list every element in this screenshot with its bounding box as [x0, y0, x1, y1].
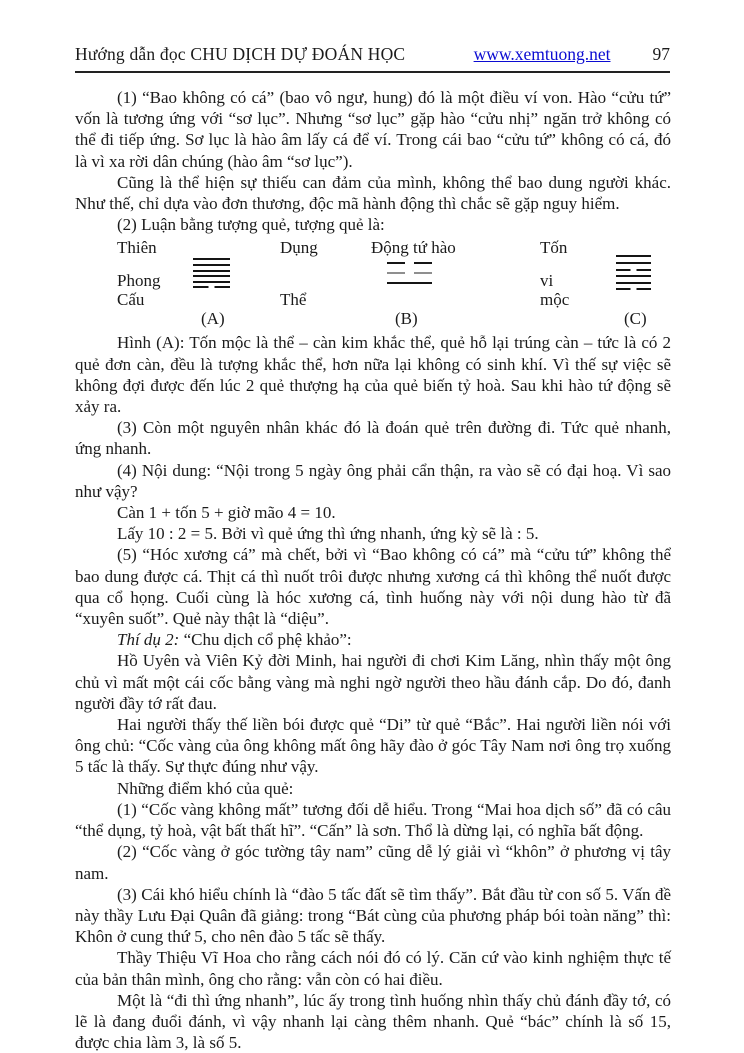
book-title: Hướng dẫn đọc CHU DỊCH DỰ ĐOÁN HỌC — [75, 44, 406, 64]
caption-a: (A) — [201, 309, 225, 329]
website-link[interactable]: www.xemtuong.net — [473, 44, 611, 64]
label-dung: Dụng — [280, 238, 318, 258]
paragraph-3: (2) Luận bằng tượng quẻ, tượng quẻ là: — [117, 215, 385, 235]
label-the: Thể — [280, 290, 307, 310]
example2-title: “Chu dịch cổ phệ khảo”: — [179, 630, 352, 650]
page-number: 97 — [652, 44, 670, 64]
paragraph-6: (5) “Hóc xương cá” mà chết, bởi vì “Bao không có cá” mà “cửu tứ” không thể bao dung được cá. Thịt cá thì nuốt trôi được nhưng xương cá thì không thể nuốt được qua cổ họng. Cuối cùng là hóc xương cá, tình huống này với nội dung hào từ đã “xuyên suốt”. Quẻ này thật là “diệu”. — [75, 545, 671, 629]
paragraph-11: (2) “Cốc vàng ở góc tường tây nam” cũng dễ lý giải vì “khôn” ở phương vị tây nam. — [75, 842, 671, 883]
header-divider — [75, 71, 670, 73]
label-moving-line: Động tứ hào — [371, 238, 456, 258]
paragraph-formula-2: Lấy 10 : 2 = 5. Bởi vì quẻ ứng thì ứng nhanh, ứng kỳ sẽ là : 5. — [117, 524, 539, 544]
paragraph-7: Hồ Uyên và Viên Kỷ đời Minh, hai người đi chơi Kim Lăng, nhìn thấy một ông chủ vì mất một cái cốc bằng vàng mà nghi ngờ người theo hầu đánh cắp. Do đó, đanh người đầy tớ rất đau. — [75, 651, 671, 713]
example2-label: Thí dụ 2: — [117, 630, 180, 650]
paragraph-4: (3) Còn một nguyên nhân khác đó là đoán quẻ trên đường đi. Tức quẻ nhanh, ứng nhanh. — [75, 418, 671, 459]
label-ton: Tốn — [540, 238, 568, 258]
label-cau: Cấu — [117, 290, 145, 310]
label-moc: mộc — [540, 290, 570, 310]
paragraph-formula-1: Càn 1 + tốn 5 + giờ mão 4 = 10. — [117, 503, 336, 523]
hexagram-diagram — [75, 238, 671, 330]
caption-c: (C) — [624, 309, 647, 329]
paragraph-10: (1) “Cốc vàng không mất” tương đối dễ hiểu. Trong “Mai hoa dịch số” đã có câu “thể dụng, tỷ hoà, vật bất thất hĩ”. “Cấn” là sơn. Thổ là dừng lại, có nghĩa bất động. — [75, 799, 671, 841]
label-phong: Phong — [117, 271, 161, 291]
label-thien: Thiên — [117, 238, 157, 258]
paragraph-9: Những điểm khó của quẻ: — [117, 778, 294, 798]
paragraph-5: (4) Nội dung: “Nội trong 5 ngày ông phải cẩn thận, ra vào sẽ có đại hoạ. Vì sao như vậy? — [75, 460, 671, 501]
paragraph-8: Hai người thấy thế liền bói được quẻ “Di” từ quẻ “Bắc”. Hai người liền nói với ông chủ: “Cốc vàng của ông không mất ông hãy đào ở góc Tây Nam nơi ông trọ xuống 5 tấc là thấy. Sự thực đúng như vậy. — [75, 715, 671, 777]
trigram-b-moving — [387, 262, 432, 284]
paragraph-example2 — [75, 629, 671, 650]
paragraph-2: Cũng là thể hiện sự thiếu can đảm của mình, không thể bao dung người khác. Như thế, chỉ dựa vào đơn thương, độc mã hành động thì chắc sẽ gặp nguy hiểm. — [75, 172, 671, 214]
paragraph-14: Một là “đi thì ứng nhanh”, lúc ấy trong tình huống nhìn thấy chủ đánh đầy tớ, có lẽ là đang đuổi đánh, vì vậy nhanh lại càng thêm nhanh. Quẻ “bác” chính là số 15, được chia làm 3, là số 5. — [75, 990, 671, 1053]
page-content — [75, 87, 671, 1053]
label-vi: vi — [540, 271, 554, 291]
page-header — [75, 44, 670, 65]
paragraph-12: (3) Cái khó hiểu chính là “đào 5 tấc đất sẽ tìm thấy”. Bắt đầu từ con số 5. Vấn đề này thầy Lưu Đại Quân đã giảng: trong “Bát cùng của phương pháp bói toàn năng” thì: Khôn ở cung thứ 5, cho nên đào 5 tấc sẽ thấy. — [75, 884, 671, 947]
caption-b: (B) — [395, 309, 418, 329]
paragraph-hinh-a: Hình (A): Tốn mộc là thể – càn kim khắc thể, quẻ hỗ lại trúng càn – tức là có 2 quẻ đơn càn, đều là tượng khắc thể, hơn nữa lại không có sinh khí. Vì thế sự việc sẽ không đợi được đến lúc 2 quẻ thượng hạ của quẻ biến tỷ hoà. Sau khi hào tứ động sẽ xảy ra. — [75, 333, 671, 417]
paragraph-13: Thầy Thiệu Vĩ Hoa cho rằng cách nói đó có lý. Căn cứ vào kinh nghiệm thực tế của bản thân mình, ông cho rằng: vẫn còn có hai điều. — [75, 948, 671, 989]
paragraph-1: (1) “Bao không có cá” (bao vô ngư, hung) đó là một điều ví von. Hào “cửu tứ” vốn là tương ứng với “sơ lục”. Nhưng “sơ lục” gặp hào “cửu nhị” ngăn trở không có thể đi tiếp ứng. Sơ lục là hào âm lấy cá để ví. Trong cái bao “cửu tứ” không có cá, đó là vì xa rời dân chúng (hào âm “sơ lục”). — [75, 88, 671, 171]
hexagram-c-ton-vi-moc — [616, 255, 651, 290]
hexagram-a-thien-phong-cau — [193, 258, 230, 288]
